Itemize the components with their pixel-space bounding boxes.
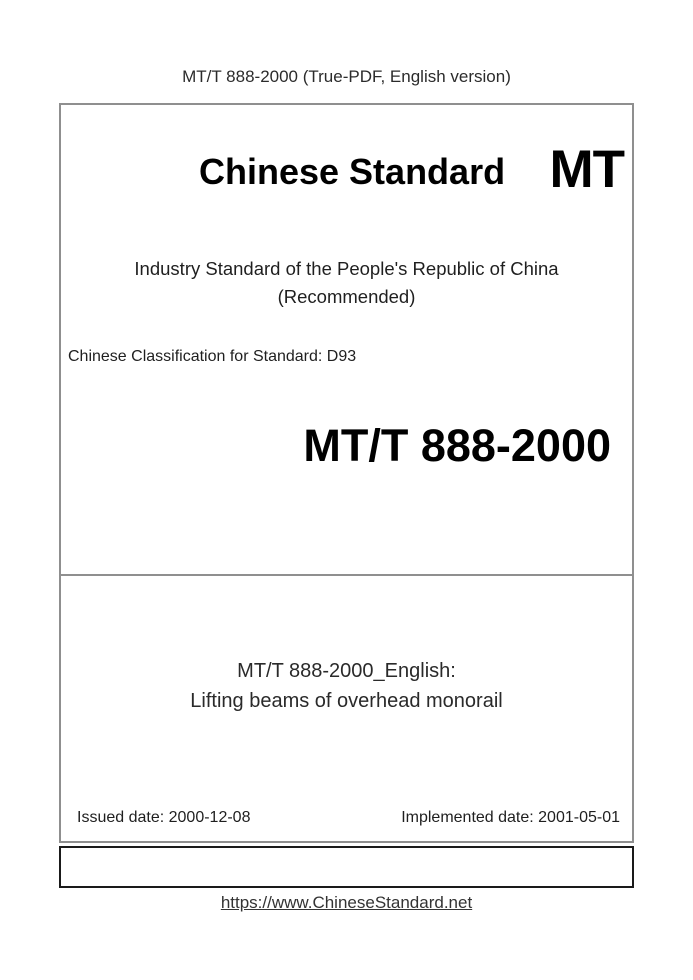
website-link[interactable]: https://www.ChineseStandard.net (220, 893, 473, 912)
standard-number: MT/T 888-2000 (303, 420, 611, 471)
empty-note-box (59, 846, 634, 888)
section-divider (61, 574, 632, 576)
document-header-title: MT/T 888-2000 (True-PDF, English version) (182, 67, 511, 86)
subtitle-block (61, 255, 632, 311)
dates-row (77, 808, 620, 828)
implemented-date-text: Implemented date: 2001-05-01 (401, 809, 620, 826)
brand-title: Chinese Standard (199, 151, 506, 192)
subtitle-line1: Industry Standard of the People's Republic of China (134, 258, 559, 279)
issued-date-text: Issued date: 2000-12-08 (77, 809, 251, 826)
footer (0, 892, 693, 914)
classification-text: Chinese Classification for Standard: D93 (68, 348, 357, 365)
mt-logo: MT (549, 140, 624, 199)
cover-box (59, 103, 634, 843)
english-title-block (61, 656, 632, 716)
subtitle-line2: (Recommended) (277, 286, 416, 307)
english-title-line1: MT/T 888-2000_English: (237, 660, 456, 682)
english-title-line2: Lifting beams of overhead monorail (190, 690, 503, 712)
